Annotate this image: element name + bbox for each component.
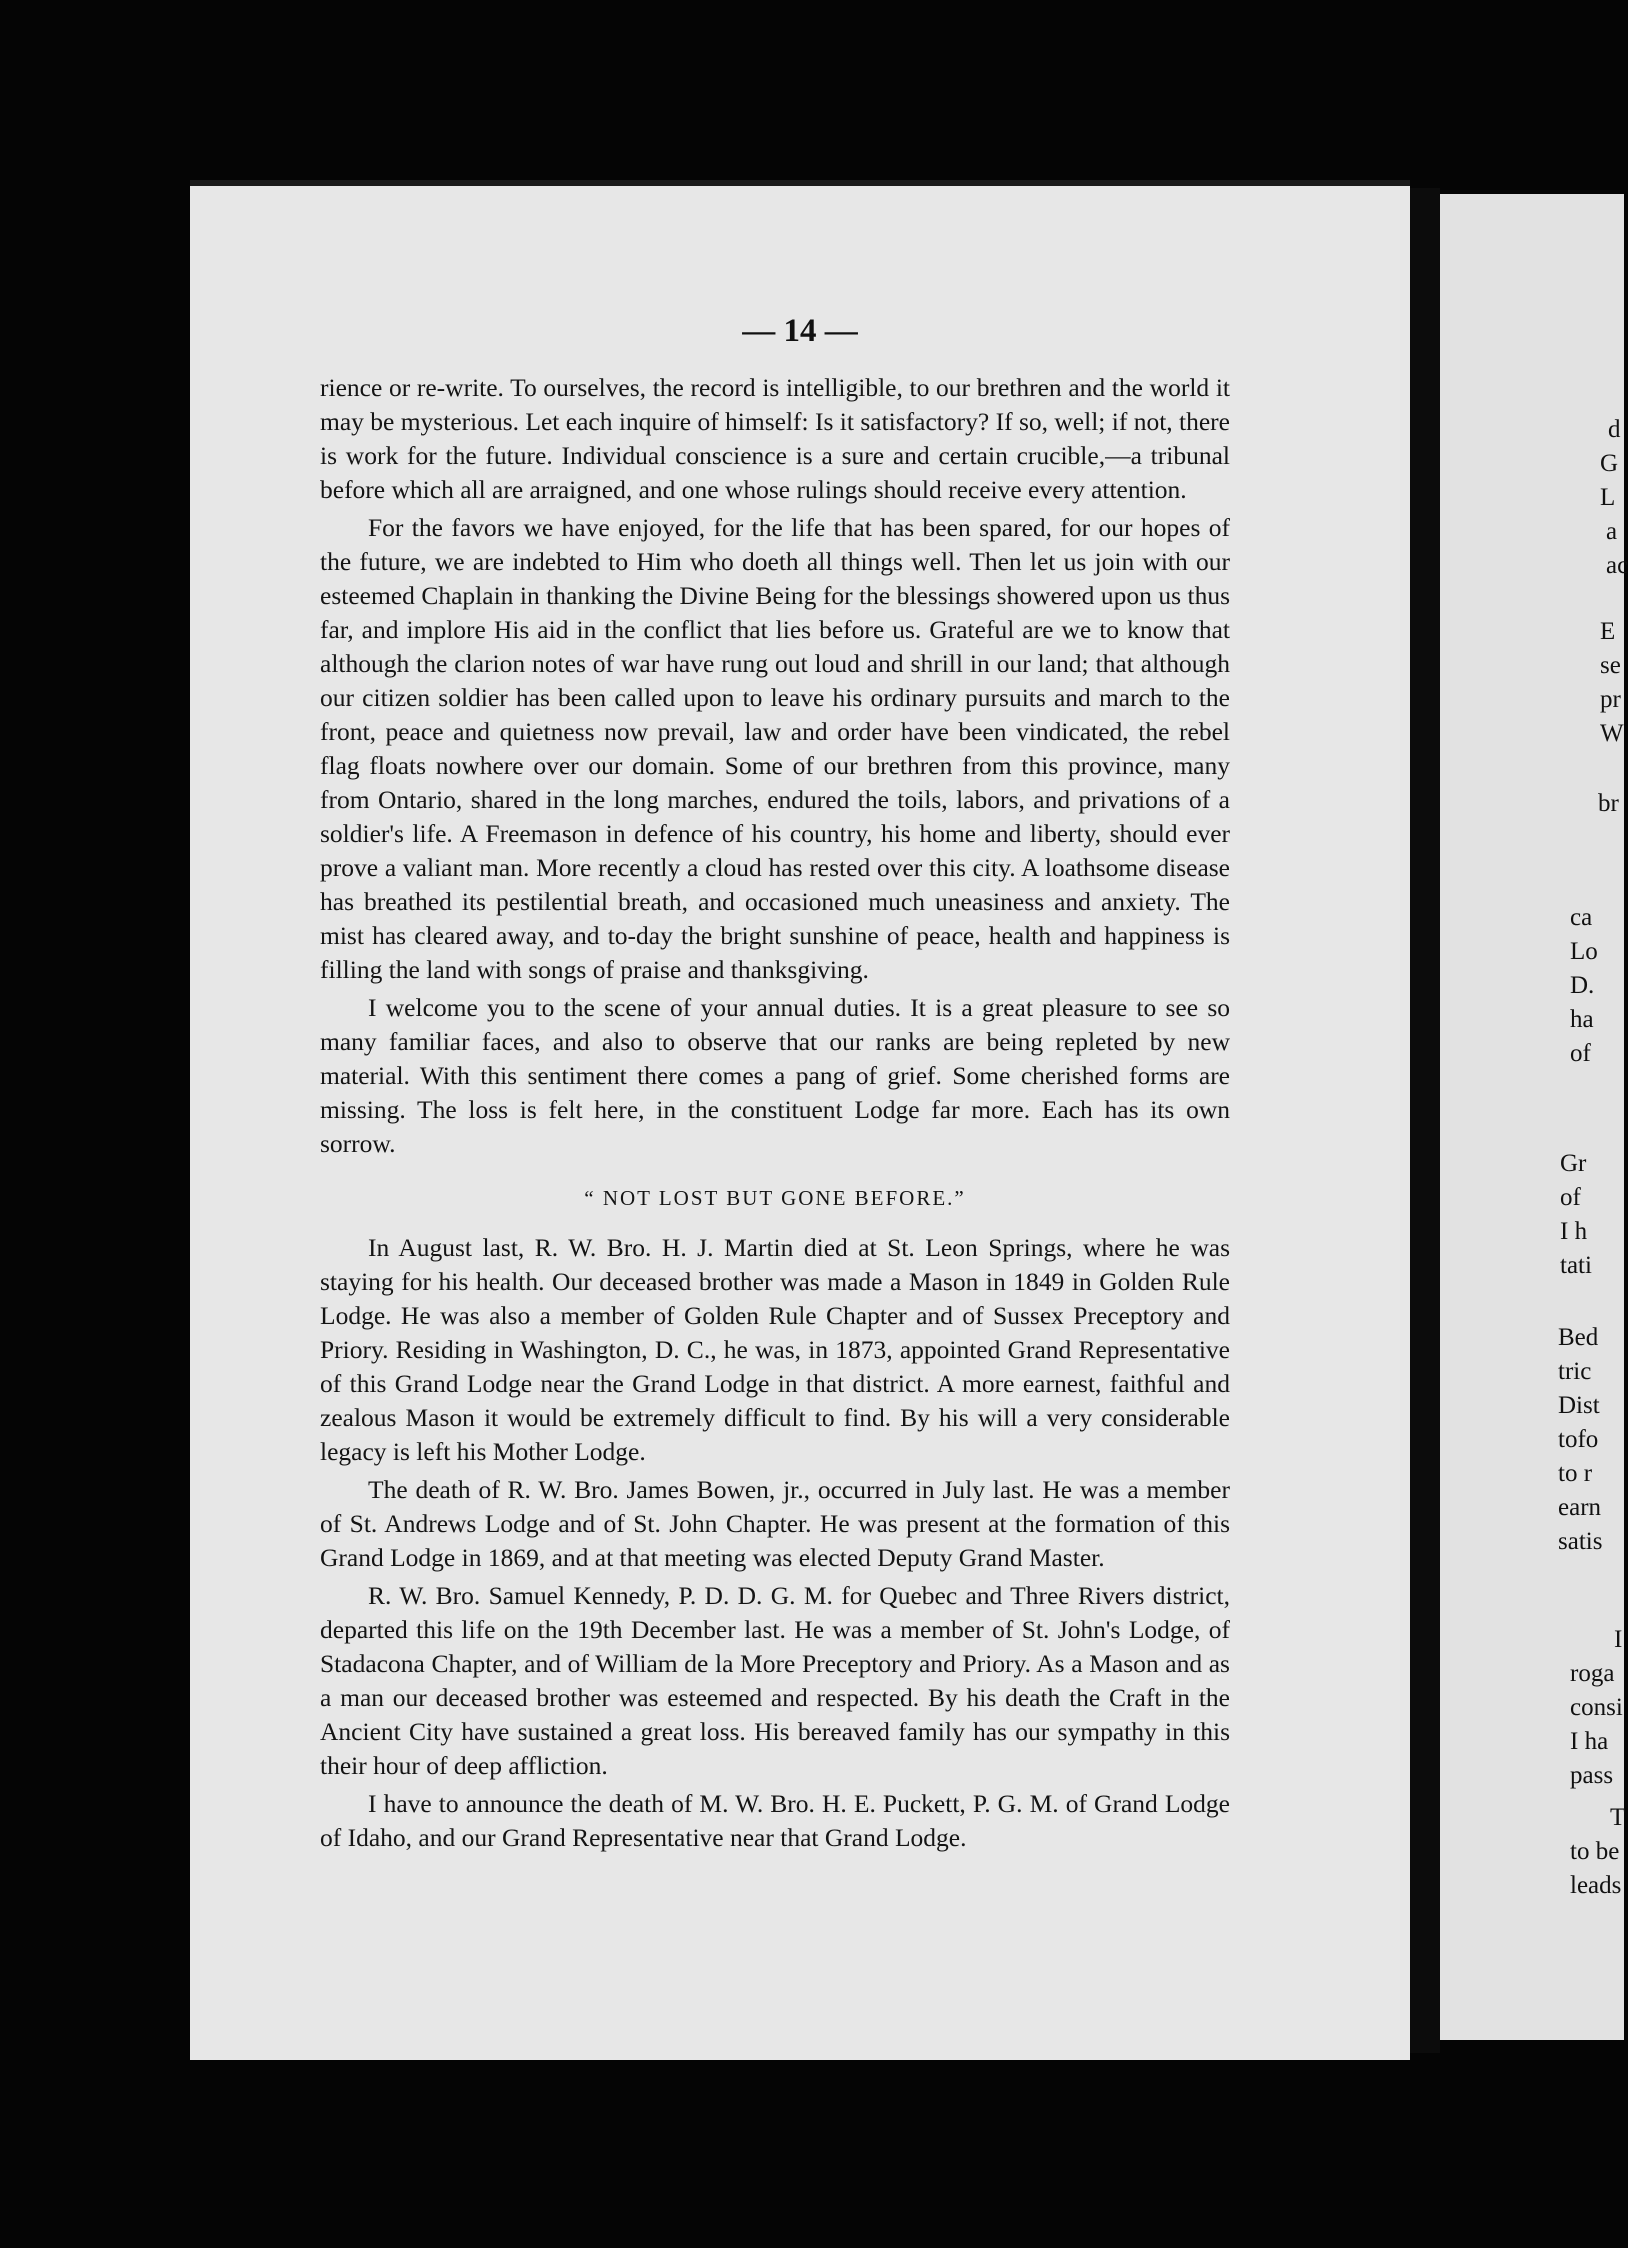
adjacent-page-fragment: tofo (1558, 1426, 1599, 1453)
adjacent-page-fragment: of (1560, 1184, 1581, 1211)
adjacent-page-fragment: W (1600, 720, 1624, 747)
adjacent-page-fragment: pr (1600, 686, 1621, 713)
adjacent-page-fragment: se (1600, 652, 1621, 679)
paragraph: The death of R. W. Bro. James Bowen, jr., occurred in July last. He was a member of St. Andrews Lodge and of St. John Chapter. He was present at the formation of this Grand Lodge in 1869, and at that meeting was elected Deputy Grand Master. (320, 1475, 1230, 1572)
adjacent-page-fragment: tric (1558, 1358, 1592, 1385)
page-body (320, 371, 1230, 1859)
adjacent-page-fragment: tati (1560, 1252, 1592, 1279)
paragraph: I welcome you to the scene of your annual duties. It is a great pleasure to see so many familiar faces, and also to observe that our ranks are being repleted by new material. With this sentiment there comes a pang of grief. Some cherished forms are missing. The loss is felt here, in the constituent Lodge far more. Each has its own sorrow. (320, 993, 1230, 1158)
paragraph: For the favors we have enjoyed, for the life that has been spared, for our hopes of the future, we are indebted to Him who doeth all things well. Then let us join with our esteemed Chaplain in thanking the Divine Being for the blessings showered upon us thus far, and implore His aid in the conflict that lies before us. Grateful are we to know that although the clarion notes of war have rung out loud and shrill in our land; that although our citizen soldier has been called upon to leave his ordinary pursuits and march to the front, peace and quietness now prevail, law and order have been vindicated, the rebel flag floats nowhere over our domain. Some of our brethren from this province, many from Ontario, shared in the long marches, endured the toils, labors, and privations of a soldier's life. A Freemason in defence of his country, his home and liberty, should ever prove a valiant man. More recently a cloud has rested over this city. A loathsome disease has breathed its pestilential breath, and occasioned much uneasiness and anxiety. The mist has cleared away, and to-day the bright sunshine of peace, health and happiness is filling the land with songs of praise and thanksgiving. (320, 513, 1230, 984)
adjacent-page-fragment: satis (1558, 1528, 1603, 1555)
adjacent-page-fragment: G (1600, 450, 1619, 477)
adjacent-page-fragment: Dist (1558, 1392, 1600, 1419)
paragraph: In August last, R. W. Bro. H. J. Martin died at St. Leon Springs, where he was staying for his health. Our deceased brother was made a Mason in 1849 in Golden Rule Lodge. He was also a member of Golden Rule Chapter and of Sussex Preceptory and Priory. Residing in Washington, D. C., he was, in 1873, appointed Grand Representative of this Grand Lodge near the Grand Lodge in that district. A more earnest, faithful and zealous Mason it would be extremely difficult to find. By his will a very considerable legacy is left his Mother Lodge. (320, 1233, 1230, 1466)
book-gutter (1410, 188, 1440, 2053)
adjacent-page-fragment: L (1600, 484, 1616, 511)
adjacent-page-fragment: to be (1570, 1838, 1620, 1865)
adjacent-page-fragment: earn (1558, 1494, 1602, 1521)
paragraph: rience or re-write. To ourselves, the record is intelligible, to our brethren and the world it may be mysterious. Let each inquire of himself: Is it satisfactory? If so, well; if not, there is work for the future. Individual conscience is a sure and certain crucible,—a tribunal before which all are arraigned, and one whose rulings should receive every attention. (320, 373, 1230, 504)
paragraph: R. W. Bro. Samuel Kennedy, P. D. D. G. M. for Quebec and Three Rivers district, departed this life on the 19th December last. He was a member of St. John's Lodge, of Stadacona Chapter, and of William de la More Preceptory and Priory. As a Mason and as a man our deceased brother was esteemed and respected. By his death the Craft in the Ancient City have sustained a great loss. His bereaved family has our sympathy in this their hour of deep affliction. (320, 1581, 1230, 1780)
adjacent-page-fragment: Lo (1570, 938, 1598, 965)
adjacent-page-fragment: d (1608, 416, 1621, 443)
paragraph: I have to announce the death of M. W. Bro. H. E. Puckett, P. G. M. of Grand Lodge of Idaho, and our Grand Representative near that Grand Lodge. (320, 1789, 1230, 1852)
adjacent-page-fragment: ca (1570, 904, 1593, 931)
book-page (190, 180, 1410, 2060)
adjacent-page-fragment: a (1606, 518, 1618, 545)
adjacent-page-fragment: leads (1570, 1872, 1622, 1899)
section-heading: “ NOT LOST BUT GONE BEFORE.” (584, 1186, 966, 1210)
page-number: — 14 — (742, 313, 858, 349)
adjacent-page-fragment: pass (1570, 1762, 1614, 1789)
adjacent-page-fragment: of (1570, 1040, 1591, 1067)
adjacent-page-fragment: Bed (1558, 1324, 1599, 1351)
adjacent-page-fragment: br (1598, 790, 1619, 817)
adjacent-page-fragment: D. (1570, 972, 1595, 999)
adjacent-page-fragment: consi (1570, 1694, 1623, 1721)
adjacent-page-fragment: T (1610, 1804, 1626, 1831)
adjacent-page-fragment: ac (1606, 552, 1628, 579)
adjacent-page-fragment: roga (1570, 1660, 1615, 1687)
adjacent-page-fragment: I ha (1570, 1728, 1609, 1755)
adjacent-page-fragment: to r (1558, 1460, 1593, 1487)
adjacent-page (1440, 194, 1628, 2040)
adjacent-page-fragment: I h (1560, 1218, 1588, 1245)
adjacent-page-fragment: ha (1570, 1006, 1594, 1033)
adjacent-page-fragment: I (1614, 1626, 1623, 1653)
adjacent-page-fragment: E (1600, 618, 1616, 645)
adjacent-page-fragment: Gr (1560, 1150, 1587, 1177)
